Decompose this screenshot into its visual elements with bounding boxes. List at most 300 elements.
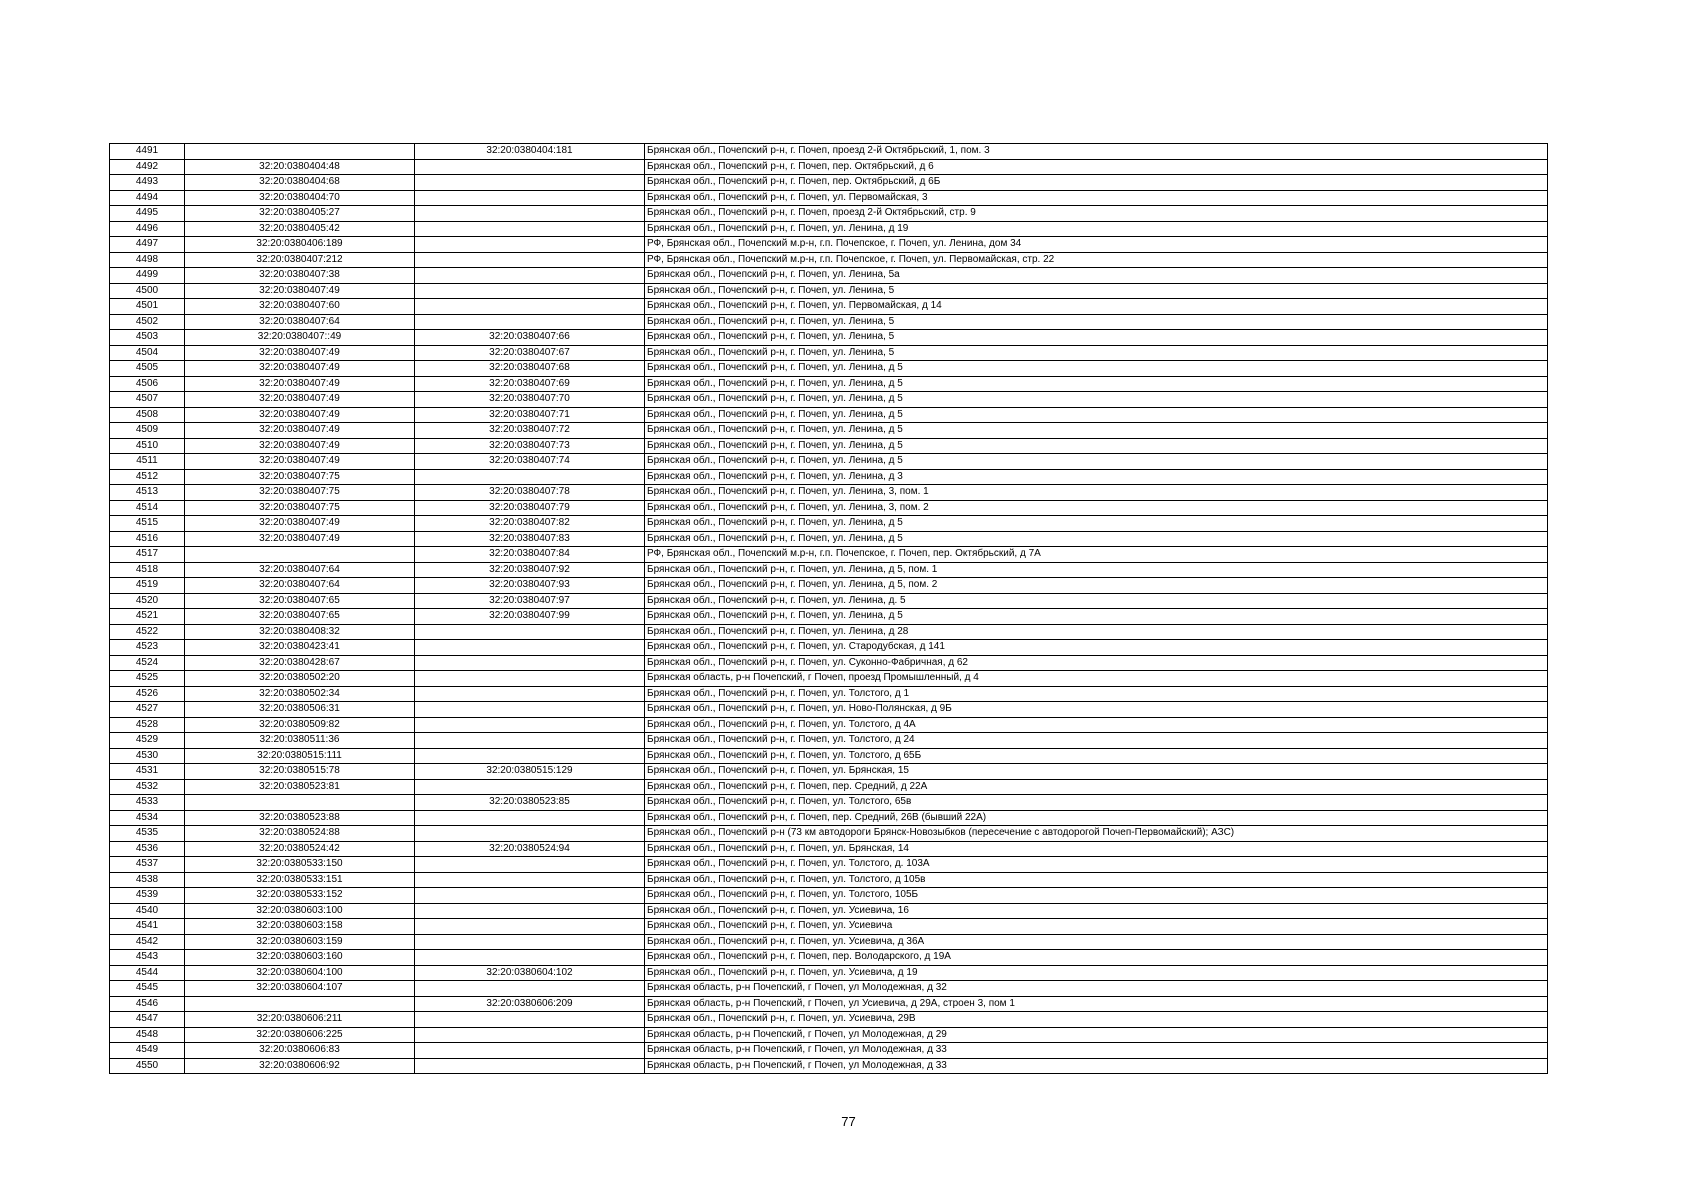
address-cell: Брянская обл., Почепский р-н, г. Почеп, ул. Толстого, д 1 <box>645 686 1548 702</box>
table-row <box>110 144 1548 160</box>
row-number-cell: 4520 <box>110 593 185 609</box>
address-cell: Брянская область, р-н Почепский, г Почеп, ул Молодежная, д 33 <box>645 1058 1548 1074</box>
cadastral-number-cell: 32:20:0380606:225 <box>185 1027 415 1043</box>
registry-table-body <box>110 144 1548 1074</box>
building-number-cell <box>415 919 645 935</box>
row-number-cell: 4493 <box>110 175 185 191</box>
row-number-cell: 4527 <box>110 702 185 718</box>
row-number-cell: 4514 <box>110 500 185 516</box>
table-row <box>110 500 1548 516</box>
table-row <box>110 686 1548 702</box>
building-number-cell <box>415 981 645 997</box>
building-number-cell <box>415 686 645 702</box>
table-row <box>110 717 1548 733</box>
table-row <box>110 392 1548 408</box>
cadastral-number-cell <box>185 996 415 1012</box>
address-cell: Брянская обл., Почепский р-н, г. Почеп, пер. Средний, д 22А <box>645 779 1548 795</box>
cadastral-number-cell: 32:20:0380606:211 <box>185 1012 415 1028</box>
row-number-cell: 4518 <box>110 562 185 578</box>
building-number-cell: 32:20:0380407:71 <box>415 407 645 423</box>
building-number-cell <box>415 857 645 873</box>
row-number-cell: 4522 <box>110 624 185 640</box>
row-number-cell: 4516 <box>110 531 185 547</box>
building-number-cell <box>415 314 645 330</box>
address-cell: Брянская обл., Почепский р-н, г. Почеп, ул. Брянская, 14 <box>645 841 1548 857</box>
table-row <box>110 888 1548 904</box>
building-number-cell: 32:20:0380407:70 <box>415 392 645 408</box>
cadastral-number-cell: 32:20:0380533:152 <box>185 888 415 904</box>
cadastral-number-cell: 32:20:0380604:100 <box>185 965 415 981</box>
address-cell: Брянская обл., Почепский р-н, г. Почеп, пер. Октябрьский, д 6Б <box>645 175 1548 191</box>
building-number-cell <box>415 268 645 284</box>
cadastral-number-cell: 32:20:0380407:38 <box>185 268 415 284</box>
registry-table <box>109 143 1548 1074</box>
row-number-cell: 4519 <box>110 578 185 594</box>
row-number-cell: 4531 <box>110 764 185 780</box>
address-cell: Брянская обл., Почепский р-н, г. Почеп, ул. Ленина, 5а <box>645 268 1548 284</box>
address-cell: Брянская обл., Почепский р-н, г. Почеп, ул. Усиевича, д 19 <box>645 965 1548 981</box>
address-cell: Брянская обл., Почепский р-н, г. Почеп, ул. Толстого, д 24 <box>645 733 1548 749</box>
table-row <box>110 562 1548 578</box>
cadastral-number-cell: 32:20:0380405:42 <box>185 221 415 237</box>
row-number-cell: 4547 <box>110 1012 185 1028</box>
table-row <box>110 795 1548 811</box>
building-number-cell <box>415 469 645 485</box>
address-cell: Брянская обл., Почепский р-н, г. Почеп, ул. Ленина, д 28 <box>645 624 1548 640</box>
cadastral-number-cell: 32:20:0380407:49 <box>185 283 415 299</box>
cadastral-number-cell: 32:20:0380523:81 <box>185 779 415 795</box>
building-number-cell: 32:20:0380407:67 <box>415 345 645 361</box>
cadastral-number-cell: 32:20:0380407:65 <box>185 609 415 625</box>
cadastral-number-cell: 32:20:0380407:212 <box>185 252 415 268</box>
cadastral-number-cell: 32:20:0380502:20 <box>185 671 415 687</box>
building-number-cell <box>415 950 645 966</box>
building-number-cell <box>415 888 645 904</box>
table-row <box>110 175 1548 191</box>
address-cell: Брянская обл., Почепский р-н, г. Почеп, ул. Ленина, д 5 <box>645 407 1548 423</box>
row-number-cell: 4495 <box>110 206 185 222</box>
row-number-cell: 4534 <box>110 810 185 826</box>
cadastral-number-cell: 32:20:0380407:49 <box>185 454 415 470</box>
building-number-cell <box>415 810 645 826</box>
cadastral-number-cell: 32:20:0380515:78 <box>185 764 415 780</box>
address-cell: Брянская обл., Почепский р-н, г. Почеп, ул. Усиевича, д 36А <box>645 934 1548 950</box>
cadastral-number-cell: 32:20:0380407:60 <box>185 299 415 315</box>
table-row <box>110 810 1548 826</box>
row-number-cell: 4508 <box>110 407 185 423</box>
building-number-cell <box>415 1012 645 1028</box>
cadastral-number-cell: 32:20:0380407::49 <box>185 330 415 346</box>
address-cell: Брянская обл., Почепский р-н, г. Почеп, ул. Стародубская, д 141 <box>645 640 1548 656</box>
building-number-cell <box>415 1043 645 1059</box>
table-row <box>110 996 1548 1012</box>
table-row <box>110 981 1548 997</box>
cadastral-number-cell: 32:20:0380606:83 <box>185 1043 415 1059</box>
cadastral-number-cell: 32:20:0380407:49 <box>185 516 415 532</box>
building-number-cell <box>415 748 645 764</box>
building-number-cell: 32:20:0380515:129 <box>415 764 645 780</box>
row-number-cell: 4506 <box>110 376 185 392</box>
address-cell: Брянская обл., Почепский р-н, г. Почеп, пер. Октябрьский, д 6 <box>645 159 1548 175</box>
building-number-cell <box>415 252 645 268</box>
table-row <box>110 469 1548 485</box>
row-number-cell: 4528 <box>110 717 185 733</box>
table-row <box>110 872 1548 888</box>
cadastral-number-cell: 32:20:0380407:75 <box>185 500 415 516</box>
address-cell: Брянская область, р-н Почепский, г Почеп, проезд Промышленный, д 4 <box>645 671 1548 687</box>
table-row <box>110 919 1548 935</box>
address-cell: Брянская обл., Почепский р-н, г. Почеп, ул. Усиевича <box>645 919 1548 935</box>
address-cell: Брянская обл., Почепский р-н, г. Почеп, ул. Усиевича, 16 <box>645 903 1548 919</box>
address-cell: Брянская обл., Почепский р-н, г. Почеп, ул. Ленина, д. 5 <box>645 593 1548 609</box>
address-cell: Брянская обл., Почепский р-н, г. Почеп, ул. Толстого, д 65Б <box>645 748 1548 764</box>
row-number-cell: 4548 <box>110 1027 185 1043</box>
row-number-cell: 4525 <box>110 671 185 687</box>
row-number-cell: 4500 <box>110 283 185 299</box>
table-row <box>110 624 1548 640</box>
address-cell: Брянская обл., Почепский р-н, г. Почеп, ул. Усиевича, 29В <box>645 1012 1548 1028</box>
building-number-cell <box>415 779 645 795</box>
row-number-cell: 4539 <box>110 888 185 904</box>
cadastral-number-cell: 32:20:0380407:65 <box>185 593 415 609</box>
building-number-cell: 32:20:0380407:92 <box>415 562 645 578</box>
cadastral-number-cell <box>185 547 415 563</box>
row-number-cell: 4541 <box>110 919 185 935</box>
table-row <box>110 190 1548 206</box>
table-row <box>110 826 1548 842</box>
building-number-cell <box>415 206 645 222</box>
building-number-cell <box>415 175 645 191</box>
building-number-cell: 32:20:0380407:82 <box>415 516 645 532</box>
table-row <box>110 252 1548 268</box>
table-row <box>110 609 1548 625</box>
row-number-cell: 4509 <box>110 423 185 439</box>
row-number-cell: 4504 <box>110 345 185 361</box>
row-number-cell: 4502 <box>110 314 185 330</box>
row-number-cell: 4503 <box>110 330 185 346</box>
building-number-cell: 32:20:0380407:74 <box>415 454 645 470</box>
address-cell: Брянская обл., Почепский р-н, г. Почеп, ул. Ленина, д 5 <box>645 376 1548 392</box>
cadastral-number-cell: 32:20:0380524:42 <box>185 841 415 857</box>
building-number-cell <box>415 190 645 206</box>
row-number-cell: 4538 <box>110 872 185 888</box>
cadastral-number-cell: 32:20:0380509:82 <box>185 717 415 733</box>
building-number-cell: 32:20:0380523:85 <box>415 795 645 811</box>
row-number-cell: 4542 <box>110 934 185 950</box>
building-number-cell <box>415 283 645 299</box>
page-number: 77 <box>841 1114 856 1129</box>
address-cell: Брянская обл., Почепский р-н, г. Почеп, ул. Ленина, д 5 <box>645 609 1548 625</box>
address-cell: Брянская обл., Почепский р-н, г. Почеп, ул. Толстого, д 4А <box>645 717 1548 733</box>
table-row <box>110 376 1548 392</box>
row-number-cell: 4545 <box>110 981 185 997</box>
table-row <box>110 593 1548 609</box>
address-cell: Брянская обл., Почепский р-н, г. Почеп, проезд 2-й Октябрьский, 1, пом. 3 <box>645 144 1548 160</box>
building-number-cell <box>415 299 645 315</box>
table-row <box>110 965 1548 981</box>
row-number-cell: 4511 <box>110 454 185 470</box>
row-number-cell: 4494 <box>110 190 185 206</box>
address-cell: РФ, Брянская обл., Почепский м.р-н, г.п. Почепское, г. Почеп, пер. Октябрьский, д 7А <box>645 547 1548 563</box>
cadastral-number-cell <box>185 795 415 811</box>
table-row <box>110 345 1548 361</box>
address-cell: Брянская обл., Почепский р-н, г. Почеп, ул. Ленина, д 5 <box>645 392 1548 408</box>
cadastral-number-cell: 32:20:0380533:151 <box>185 872 415 888</box>
cadastral-number-cell: 32:20:0380524:88 <box>185 826 415 842</box>
cadastral-number-cell: 32:20:0380603:160 <box>185 950 415 966</box>
cadastral-number-cell: 32:20:0380404:70 <box>185 190 415 206</box>
cadastral-number-cell: 32:20:0380603:158 <box>185 919 415 935</box>
table-row <box>110 1012 1548 1028</box>
table-row <box>110 950 1548 966</box>
cadastral-number-cell: 32:20:0380407:64 <box>185 314 415 330</box>
address-cell: Брянская обл., Почепский р-н, г. Почеп, ул. Ленина, 3, пом. 2 <box>645 500 1548 516</box>
cadastral-number-cell: 32:20:0380506:31 <box>185 702 415 718</box>
cadastral-number-cell: 32:20:0380515:111 <box>185 748 415 764</box>
table-row <box>110 268 1548 284</box>
cadastral-number-cell: 32:20:0380404:68 <box>185 175 415 191</box>
table-row <box>110 454 1548 470</box>
address-cell: Брянская обл., Почепский р-н, г. Почеп, ул. Первомайская, д 14 <box>645 299 1548 315</box>
table-row <box>110 934 1548 950</box>
row-number-cell: 4550 <box>110 1058 185 1074</box>
table-row <box>110 206 1548 222</box>
cadastral-number-cell: 32:20:0380407:49 <box>185 407 415 423</box>
address-cell: Брянская обл., Почепский р-н, г. Почеп, ул. Ново-Полянская, д 9Б <box>645 702 1548 718</box>
table-row <box>110 221 1548 237</box>
cadastral-number-cell: 32:20:0380511:36 <box>185 733 415 749</box>
cadastral-number-cell: 32:20:0380502:34 <box>185 686 415 702</box>
building-number-cell <box>415 702 645 718</box>
building-number-cell <box>415 1027 645 1043</box>
building-number-cell: 32:20:0380407:84 <box>415 547 645 563</box>
row-number-cell: 4507 <box>110 392 185 408</box>
row-number-cell: 4521 <box>110 609 185 625</box>
cadastral-number-cell: 32:20:0380407:49 <box>185 361 415 377</box>
building-number-cell <box>415 221 645 237</box>
row-number-cell: 4499 <box>110 268 185 284</box>
building-number-cell <box>415 671 645 687</box>
address-cell: Брянская обл., Почепский р-н, г. Почеп, ул. Толстого, д 105в <box>645 872 1548 888</box>
address-cell: Брянская обл., Почепский р-н, г. Почеп, ул. Ленина, 5 <box>645 283 1548 299</box>
table-row <box>110 779 1548 795</box>
address-cell: Брянская область, р-н Почепский, г Почеп, ул Усиевича, д 29А, строен 3, пом 1 <box>645 996 1548 1012</box>
building-number-cell <box>415 640 645 656</box>
row-number-cell: 4492 <box>110 159 185 175</box>
row-number-cell: 4529 <box>110 733 185 749</box>
cadastral-number-cell: 32:20:0380407:49 <box>185 392 415 408</box>
table-row <box>110 903 1548 919</box>
table-row <box>110 748 1548 764</box>
cadastral-number-cell: 32:20:0380407:49 <box>185 376 415 392</box>
cadastral-number-cell: 32:20:0380423:41 <box>185 640 415 656</box>
table-row <box>110 531 1548 547</box>
row-number-cell: 4505 <box>110 361 185 377</box>
address-cell: Брянская обл., Почепский р-н, г. Почеп, ул. Суконно-Фабричная, д 62 <box>645 655 1548 671</box>
address-cell: Брянская обл., Почепский р-н, г. Почеп, ул. Толстого, 65в <box>645 795 1548 811</box>
cadastral-number-cell: 32:20:0380408:32 <box>185 624 415 640</box>
row-number-cell: 4546 <box>110 996 185 1012</box>
building-number-cell: 32:20:0380407:69 <box>415 376 645 392</box>
table-row <box>110 237 1548 253</box>
address-cell: РФ, Брянская обл., Почепский м.р-н, г.п. Почепское, г. Почеп, ул. Ленина, дом 34 <box>645 237 1548 253</box>
table-row <box>110 1058 1548 1074</box>
address-cell: Брянская обл., Почепский р-н, г. Почеп, ул. Ленина, д 3 <box>645 469 1548 485</box>
row-number-cell: 4517 <box>110 547 185 563</box>
cadastral-number-cell: 32:20:0380533:150 <box>185 857 415 873</box>
table-row <box>110 702 1548 718</box>
row-number-cell: 4501 <box>110 299 185 315</box>
table-row <box>110 423 1548 439</box>
building-number-cell: 32:20:0380407:83 <box>415 531 645 547</box>
cadastral-number-cell: 32:20:0380407:49 <box>185 438 415 454</box>
building-number-cell: 32:20:0380604:102 <box>415 965 645 981</box>
row-number-cell: 4532 <box>110 779 185 795</box>
building-number-cell <box>415 1058 645 1074</box>
table-row <box>110 330 1548 346</box>
row-number-cell: 4536 <box>110 841 185 857</box>
table-row <box>110 764 1548 780</box>
building-number-cell: 32:20:0380606:209 <box>415 996 645 1012</box>
building-number-cell: 32:20:0380407:73 <box>415 438 645 454</box>
address-cell: Брянская обл., Почепский р-н, г. Почеп, ул. Первомайская, 3 <box>645 190 1548 206</box>
cadastral-number-cell: 32:20:0380428:67 <box>185 655 415 671</box>
row-number-cell: 4533 <box>110 795 185 811</box>
address-cell: Брянская область, р-н Почепский, г Почеп, ул Молодежная, д 29 <box>645 1027 1548 1043</box>
table-row <box>110 407 1548 423</box>
building-number-cell <box>415 872 645 888</box>
cadastral-number-cell: 32:20:0380407:75 <box>185 485 415 501</box>
building-number-cell <box>415 826 645 842</box>
address-cell: Брянская обл., Почепский р-н, г. Почеп, ул. Толстого, 105Б <box>645 888 1548 904</box>
row-number-cell: 4544 <box>110 965 185 981</box>
table-row <box>110 1027 1548 1043</box>
table-row <box>110 655 1548 671</box>
address-cell: Брянская обл., Почепский р-н, г. Почеп, ул. Ленина, д 5 <box>645 531 1548 547</box>
cadastral-number-cell: 32:20:0380603:100 <box>185 903 415 919</box>
building-number-cell: 32:20:0380407:78 <box>415 485 645 501</box>
row-number-cell: 4513 <box>110 485 185 501</box>
table-row <box>110 516 1548 532</box>
building-number-cell: 32:20:0380407:97 <box>415 593 645 609</box>
address-cell: Брянская обл., Почепский р-н, г. Почеп, пер. Средний, 26В (бывший 22А) <box>645 810 1548 826</box>
cadastral-number-cell: 32:20:0380407:49 <box>185 531 415 547</box>
address-cell: Брянская обл., Почепский р-н, г. Почеп, ул. Ленина, д 5 <box>645 454 1548 470</box>
address-cell: Брянская обл., Почепский р-н, г. Почеп, ул. Ленина, д 5, пом. 1 <box>645 562 1548 578</box>
table-row <box>110 671 1548 687</box>
table-row <box>110 578 1548 594</box>
address-cell: Брянская область, р-н Почепский, г Почеп, ул Молодежная, д 33 <box>645 1043 1548 1059</box>
table-row <box>110 485 1548 501</box>
table-row <box>110 733 1548 749</box>
row-number-cell: 4549 <box>110 1043 185 1059</box>
table-row <box>110 159 1548 175</box>
row-number-cell: 4526 <box>110 686 185 702</box>
address-cell: РФ, Брянская обл., Почепский м.р-н, г.п. Почепское, г. Почеп, ул. Первомайская, стр. 22 <box>645 252 1548 268</box>
building-number-cell <box>415 624 645 640</box>
address-cell: Брянская обл., Почепский р-н, г. Почеп, ул. Толстого, д. 103А <box>645 857 1548 873</box>
building-number-cell <box>415 237 645 253</box>
cadastral-number-cell: 32:20:0380407:49 <box>185 345 415 361</box>
table-row <box>110 438 1548 454</box>
table-row <box>110 314 1548 330</box>
table-row <box>110 361 1548 377</box>
cadastral-number-cell: 32:20:0380407:49 <box>185 423 415 439</box>
address-cell: Брянская обл., Почепский р-н, г. Почеп, ул. Ленина, д 5 <box>645 423 1548 439</box>
row-number-cell: 4497 <box>110 237 185 253</box>
address-cell: Брянская обл., Почепский р-н, г. Почеп, ул. Ленина, 5 <box>645 345 1548 361</box>
address-cell: Брянская обл., Почепский р-н, г. Почеп, ул. Ленина, 3, пом. 1 <box>645 485 1548 501</box>
address-cell: Брянская обл., Почепский р-н, г. Почеп, ул. Брянская, 15 <box>645 764 1548 780</box>
address-cell: Брянская обл., Почепский р-н, г. Почеп, пер. Володарского, д 19А <box>645 950 1548 966</box>
address-cell: Брянская обл., Почепский р-н (73 км автодороги Брянск-Новозыбков (пересечение с автодорогой Почеп-Первомайский); АЗС) <box>645 826 1548 842</box>
address-cell: Брянская обл., Почепский р-н, г. Почеп, ул. Ленина, 5 <box>645 314 1548 330</box>
building-number-cell: 32:20:0380524:94 <box>415 841 645 857</box>
table-row <box>110 299 1548 315</box>
address-cell: Брянская обл., Почепский р-н, г. Почеп, ул. Ленина, д 5 <box>645 516 1548 532</box>
building-number-cell <box>415 934 645 950</box>
address-cell: Брянская область, р-н Почепский, г Почеп, ул Молодежная, д 32 <box>645 981 1548 997</box>
address-cell: Брянская обл., Почепский р-н, г. Почеп, ул. Ленина, д 19 <box>645 221 1548 237</box>
building-number-cell: 32:20:0380404:181 <box>415 144 645 160</box>
row-number-cell: 4523 <box>110 640 185 656</box>
table-row <box>110 283 1548 299</box>
row-number-cell: 4510 <box>110 438 185 454</box>
table-row <box>110 857 1548 873</box>
row-number-cell: 4498 <box>110 252 185 268</box>
building-number-cell: 32:20:0380407:93 <box>415 578 645 594</box>
cadastral-number-cell: 32:20:0380407:64 <box>185 562 415 578</box>
building-number-cell: 32:20:0380407:68 <box>415 361 645 377</box>
building-number-cell: 32:20:0380407:66 <box>415 330 645 346</box>
cadastral-number-cell: 32:20:0380405:27 <box>185 206 415 222</box>
row-number-cell: 4530 <box>110 748 185 764</box>
row-number-cell: 4540 <box>110 903 185 919</box>
building-number-cell: 32:20:0380407:72 <box>415 423 645 439</box>
cadastral-number-cell: 32:20:0380407:75 <box>185 469 415 485</box>
cadastral-number-cell <box>185 144 415 160</box>
cadastral-number-cell: 32:20:0380404:48 <box>185 159 415 175</box>
row-number-cell: 4512 <box>110 469 185 485</box>
address-cell: Брянская обл., Почепский р-н, г. Почеп, ул. Ленина, д 5 <box>645 438 1548 454</box>
cadastral-number-cell: 32:20:0380603:159 <box>185 934 415 950</box>
row-number-cell: 4491 <box>110 144 185 160</box>
address-cell: Брянская обл., Почепский р-н, г. Почеп, ул. Ленина, д 5, пом. 2 <box>645 578 1548 594</box>
cadastral-number-cell: 32:20:0380606:92 <box>185 1058 415 1074</box>
row-number-cell: 4537 <box>110 857 185 873</box>
building-number-cell <box>415 717 645 733</box>
building-number-cell <box>415 655 645 671</box>
cadastral-number-cell: 32:20:0380604:107 <box>185 981 415 997</box>
row-number-cell: 4543 <box>110 950 185 966</box>
row-number-cell: 4535 <box>110 826 185 842</box>
row-number-cell: 4496 <box>110 221 185 237</box>
address-cell: Брянская обл., Почепский р-н, г. Почеп, ул. Ленина, 5 <box>645 330 1548 346</box>
building-number-cell: 32:20:0380407:79 <box>415 500 645 516</box>
building-number-cell <box>415 159 645 175</box>
row-number-cell: 4515 <box>110 516 185 532</box>
table-row <box>110 547 1548 563</box>
building-number-cell <box>415 903 645 919</box>
cadastral-number-cell: 32:20:0380406:189 <box>185 237 415 253</box>
address-cell: Брянская обл., Почепский р-н, г. Почеп, ул. Ленина, д 5 <box>645 361 1548 377</box>
table-row <box>110 640 1548 656</box>
building-number-cell: 32:20:0380407:99 <box>415 609 645 625</box>
table-row <box>110 1043 1548 1059</box>
cadastral-number-cell: 32:20:0380523:88 <box>185 810 415 826</box>
cadastral-number-cell: 32:20:0380407:64 <box>185 578 415 594</box>
building-number-cell <box>415 733 645 749</box>
